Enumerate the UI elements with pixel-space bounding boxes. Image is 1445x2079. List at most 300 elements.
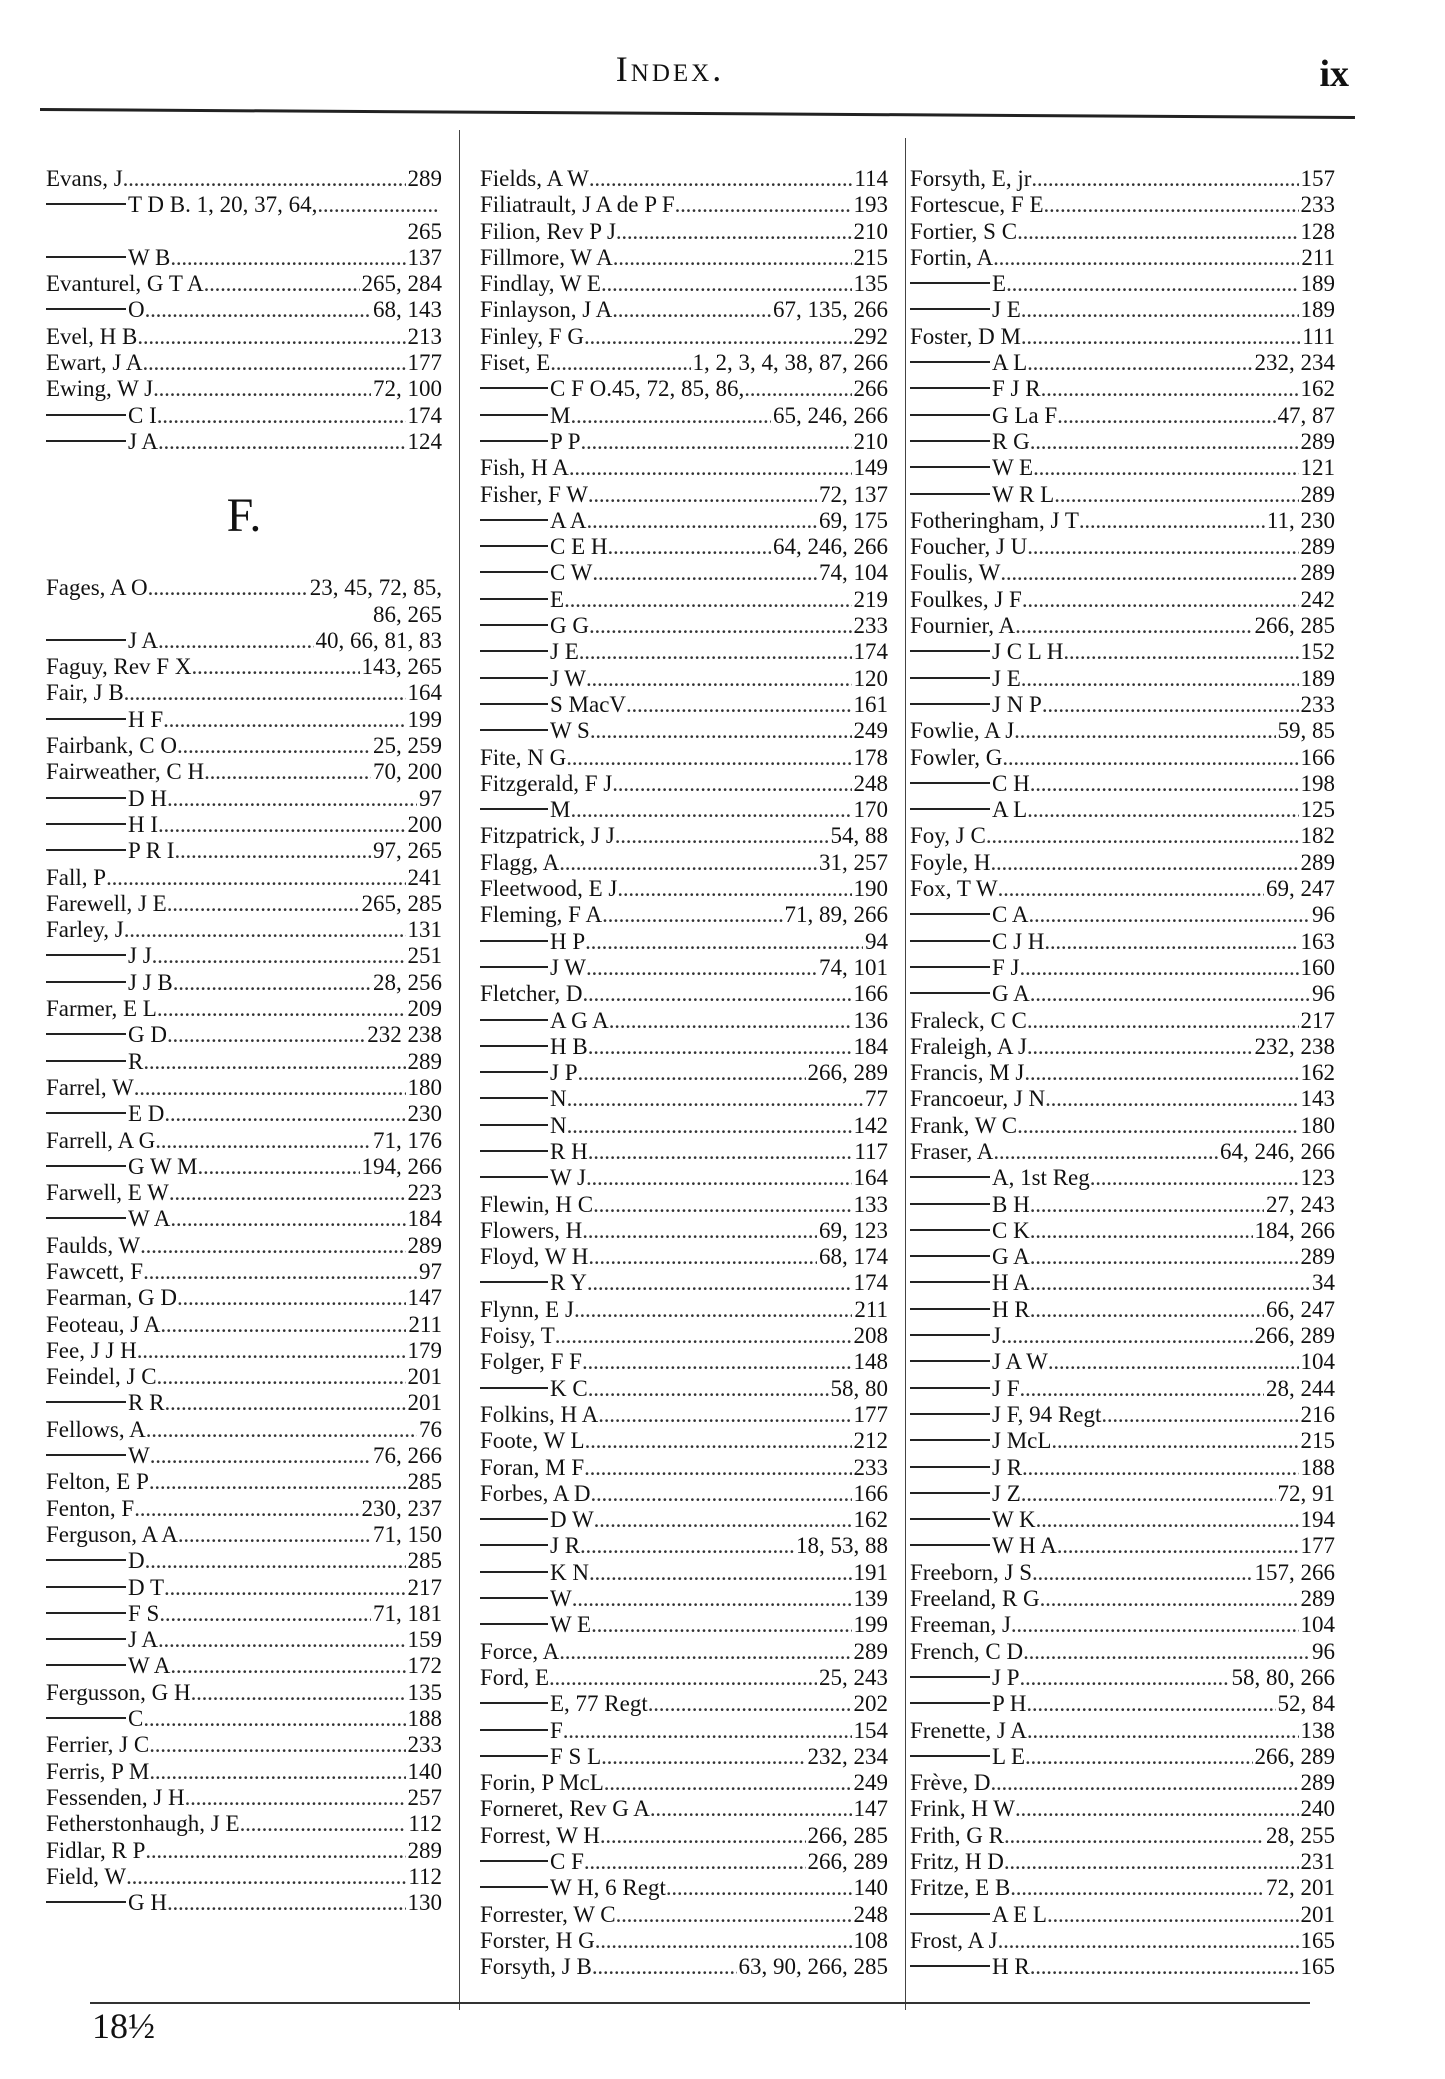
- page-refs: 216: [1300, 1401, 1335, 1427]
- entry-name: J A: [128, 1627, 159, 1653]
- dot-leader: [615, 823, 829, 849]
- ditto-dash: [910, 440, 990, 442]
- page-refs: 86, 265: [373, 601, 442, 627]
- dot-leader: [1030, 1297, 1264, 1323]
- page-refs: 69, 123: [819, 1217, 888, 1243]
- ditto-dash: [480, 1124, 548, 1126]
- entry-name: H F: [128, 706, 164, 732]
- index-entry-continuation: [46, 602, 442, 628]
- ditto-dash: [46, 1112, 126, 1114]
- entry-name: W R L: [992, 481, 1055, 507]
- dot-leader: [158, 429, 405, 455]
- dot-leader: [123, 166, 406, 192]
- index-subentry: [910, 1507, 1335, 1533]
- entry-name: E: [992, 271, 1007, 297]
- dot-leader: [586, 508, 817, 534]
- entry-name: Faguy, Rev F X: [46, 654, 192, 680]
- dot-leader: [650, 1796, 852, 1822]
- page-refs: 70, 200: [373, 759, 442, 785]
- dot-leader: [149, 1732, 405, 1758]
- page-refs: 111: [1302, 323, 1335, 349]
- page-refs: 233: [407, 1732, 442, 1758]
- ditto-dash: [480, 571, 548, 573]
- dot-leader: [579, 639, 852, 665]
- index-entry: [46, 1233, 442, 1259]
- index-entry: [480, 1665, 888, 1691]
- page-refs: 217: [1300, 1007, 1335, 1033]
- entry-name: D: [128, 1548, 145, 1574]
- index-entry: [910, 1113, 1335, 1139]
- page-refs: 289: [1300, 560, 1335, 586]
- index-entry: [480, 1902, 888, 1928]
- ditto-dash: [910, 493, 990, 495]
- entry-name: Fages, A O: [46, 575, 148, 601]
- index-entry: [910, 166, 1335, 192]
- ditto-dash: [480, 519, 548, 521]
- page-refs: 266, 289: [807, 1060, 888, 1086]
- page-refs: 114: [854, 166, 888, 191]
- dot-leader: [1027, 1034, 1253, 1060]
- index-entry: [46, 1128, 442, 1154]
- page-refs: 135: [853, 271, 888, 297]
- dot-leader: [1020, 1665, 1230, 1691]
- entry-name: N: [550, 1112, 567, 1138]
- entry-name: J N P: [992, 691, 1042, 717]
- page-refs: 189: [1300, 297, 1335, 323]
- page-title: Index.: [615, 49, 725, 89]
- dot-leader: [150, 1443, 371, 1469]
- index-subentry: [46, 245, 442, 271]
- index-subentry: [910, 666, 1335, 692]
- dot-leader: [588, 1139, 853, 1165]
- entry-name: Folger, F F: [480, 1349, 582, 1375]
- index-entry: [480, 166, 888, 192]
- dot-leader: [555, 1323, 852, 1349]
- page-refs: 159: [407, 1627, 442, 1653]
- entry-name: F S L: [550, 1743, 602, 1769]
- dot-leader: [600, 1823, 806, 1849]
- ditto-dash: [480, 1571, 548, 1573]
- entry-name: Francis, M J: [910, 1060, 1025, 1086]
- dot-leader: [648, 1691, 852, 1717]
- dot-leader: [570, 797, 851, 823]
- index-entry: [480, 981, 888, 1007]
- dot-leader: [998, 876, 1264, 902]
- page-refs: 289: [1300, 428, 1335, 454]
- entry-name: Fee, J J H: [46, 1337, 137, 1363]
- page-refs: 11, 230: [1266, 507, 1335, 533]
- ditto-dash: [480, 966, 548, 968]
- page-refs: 135: [407, 1679, 442, 1705]
- entry-name: G G: [550, 613, 589, 639]
- dot-leader: [580, 429, 851, 455]
- index-entry: [480, 297, 888, 323]
- entry-name: R H: [550, 1138, 588, 1164]
- index-subentry: [910, 455, 1335, 481]
- page-refs: 217: [407, 1574, 442, 1600]
- index-entry: [910, 1086, 1335, 1112]
- entry-name: W H A: [992, 1533, 1057, 1559]
- entry-name: Freeman, J: [910, 1612, 1011, 1638]
- index-entry: [910, 1139, 1335, 1165]
- ditto-dash: [910, 1676, 990, 1678]
- entry-name: Fawcett, F: [46, 1258, 144, 1284]
- dot-leader: [143, 1706, 405, 1732]
- index-subentry: [910, 1270, 1335, 1296]
- ditto-dash: [910, 913, 990, 915]
- dot-leader: [1001, 1323, 1253, 1349]
- entry-name: Evanturel, G T A: [46, 271, 204, 297]
- index-subentry: [480, 1008, 888, 1034]
- entry-name: T D B. 1, 20, 37, 64,: [128, 192, 318, 218]
- page-refs: 124: [407, 428, 442, 454]
- entry-name: Fields, A W: [480, 166, 589, 191]
- entry-name: Fiset, E: [480, 350, 551, 376]
- entry-name: H B: [550, 1033, 588, 1059]
- page-refs: 242: [1300, 586, 1335, 612]
- page-refs: 209: [407, 996, 442, 1022]
- dot-leader: [986, 823, 1299, 849]
- entry-name: F J R: [992, 376, 1041, 402]
- dot-leader: [153, 376, 371, 402]
- dot-leader: [145, 297, 371, 323]
- entry-name: C F O.45, 72, 85, 86,: [550, 376, 745, 402]
- index-entry: [46, 1864, 442, 1890]
- page-refs: 112: [408, 1863, 442, 1889]
- dot-leader: [1057, 1533, 1299, 1559]
- entry-name: Foulis, W: [910, 560, 1001, 586]
- index-subentry: [910, 1376, 1335, 1402]
- dot-leader: [1020, 955, 1299, 981]
- dot-leader: [1030, 1192, 1264, 1218]
- entry-name: H P: [550, 928, 586, 954]
- index-entry: [910, 219, 1335, 245]
- index-subentry: [910, 1428, 1335, 1454]
- entry-name: F S: [128, 1600, 160, 1626]
- ditto-dash: [480, 387, 548, 389]
- page-refs: 190: [853, 876, 888, 902]
- page-refs: 232 238: [367, 1022, 442, 1048]
- entry-name: W B: [128, 244, 171, 270]
- index-entry: [910, 1008, 1335, 1034]
- entry-name: Fitzgerald, F J: [480, 770, 613, 796]
- ditto-dash: [910, 1492, 990, 1494]
- index-subentry: [910, 692, 1335, 718]
- entry-name: Frink, H W: [910, 1796, 1015, 1822]
- index-subentry: [480, 639, 888, 665]
- page-refs: 166: [853, 981, 888, 1007]
- index-subentry: [910, 376, 1335, 402]
- signature-mark: 18½: [92, 2006, 155, 2046]
- column-divider-2: [905, 138, 906, 2010]
- page-refs: 177: [853, 1401, 888, 1427]
- page-refs: 210: [853, 428, 888, 454]
- index-entry: [480, 1928, 888, 1954]
- index-subentry: [46, 1206, 442, 1232]
- dot-leader: [580, 1533, 794, 1559]
- index-entry: [480, 1639, 888, 1665]
- index-subentry: [480, 929, 888, 955]
- index-entry: [910, 1875, 1335, 1901]
- entry-name: Force, A: [480, 1638, 560, 1664]
- index-entry: [46, 1811, 442, 1837]
- entry-name: J W: [550, 665, 586, 691]
- ditto-dash: [480, 1729, 548, 1731]
- page-refs: 200: [407, 811, 442, 837]
- dot-leader: [1041, 376, 1299, 402]
- dot-leader: [146, 1417, 417, 1443]
- dot-leader: [582, 1218, 817, 1244]
- dot-leader: [584, 1849, 806, 1875]
- entry-name: Evel, H B: [46, 323, 138, 349]
- dot-leader: [584, 324, 852, 350]
- entry-name: C J H: [992, 928, 1045, 954]
- index-entry: [46, 680, 442, 706]
- entry-name: Fox, T W: [910, 876, 998, 902]
- entry-name: Flewin, H C: [480, 1191, 594, 1217]
- index-entry: [910, 1612, 1335, 1638]
- ditto-dash: [46, 954, 126, 956]
- index-subentry: [910, 1192, 1335, 1218]
- index-subentry: [480, 1270, 888, 1296]
- dot-leader: [158, 812, 405, 838]
- page-refs: 198: [1300, 770, 1335, 796]
- index-entry: [480, 1349, 888, 1375]
- dot-leader: [589, 1560, 852, 1586]
- page-refs: 162: [1300, 1060, 1335, 1086]
- entry-name: J R: [992, 1454, 1023, 1480]
- page-refs: 266, 285: [807, 1822, 888, 1848]
- entry-name: S MacV: [550, 691, 627, 717]
- entry-name: Filion, Rev P J: [480, 218, 616, 244]
- dot-leader: [167, 1022, 365, 1048]
- entry-name: F J: [992, 954, 1020, 980]
- index-entry: [46, 1759, 442, 1785]
- dot-leader: [1048, 1349, 1299, 1375]
- index-subentry: [480, 403, 888, 429]
- page-refs: 166: [1300, 744, 1335, 770]
- dot-leader: [1015, 613, 1252, 639]
- ditto-dash: [910, 992, 990, 994]
- dot-leader: [1027, 1718, 1299, 1744]
- index-subentry: [480, 692, 888, 718]
- ditto-dash: [910, 387, 990, 389]
- index-entry: [46, 891, 442, 917]
- index-subentry: [910, 482, 1335, 508]
- index-entry: [480, 245, 888, 271]
- index-entry: [46, 1075, 442, 1101]
- ditto-dash: [910, 308, 990, 310]
- ditto-dash: [46, 1165, 126, 1167]
- entry-name: Findlay, W E: [480, 271, 601, 297]
- entry-name: W A: [128, 1653, 171, 1679]
- dot-leader: [1023, 1639, 1310, 1665]
- page-refs: 68, 174: [819, 1244, 888, 1270]
- ditto-dash: [46, 1586, 126, 1588]
- page-refs: 266, 289: [1254, 1743, 1335, 1769]
- page-refs: 97: [419, 1258, 442, 1284]
- ditto-dash: [46, 308, 126, 310]
- page-refs: 265: [407, 218, 442, 244]
- dot-leader: [1030, 771, 1299, 797]
- page-refs: 149: [853, 455, 888, 481]
- index-subentry: [480, 613, 888, 639]
- ditto-dash: [480, 1702, 548, 1704]
- dot-leader: [167, 786, 417, 812]
- page-refs: 233: [853, 1454, 888, 1480]
- entry-name: J: [992, 1323, 1001, 1349]
- entry-name: Fetherstonhaugh, J E: [46, 1811, 240, 1837]
- ditto-dash: [480, 1097, 548, 1099]
- index-subentry: [480, 1612, 888, 1638]
- entry-name: Fraleck, C C: [910, 1007, 1027, 1033]
- ditto-dash: [480, 1597, 548, 1599]
- index-subentry: [910, 297, 1335, 323]
- entry-name: J P: [992, 1664, 1020, 1690]
- index-subentry: [910, 1218, 1335, 1244]
- page-header: [0, 48, 1445, 108]
- dot-leader: [601, 271, 852, 297]
- dot-leader: [134, 1075, 406, 1101]
- index-entry: [910, 876, 1335, 902]
- index-entry: [46, 1259, 442, 1285]
- ditto-dash: [910, 1439, 990, 1441]
- page-refs: 142: [853, 1112, 888, 1138]
- entry-name: J Z: [992, 1480, 1021, 1506]
- page-refs: 58, 80: [830, 1375, 888, 1401]
- dot-leader: [124, 680, 406, 706]
- page-refs: 47, 87: [1277, 402, 1335, 428]
- ditto-dash: [910, 1965, 990, 1967]
- page-refs: 157, 266: [1254, 1559, 1335, 1585]
- ditto-dash: [910, 1281, 990, 1283]
- index-subentry: [910, 350, 1335, 376]
- index-entry: [46, 865, 442, 891]
- index-subentry: [910, 1744, 1335, 1770]
- entry-name: Forsyth, J B: [480, 1954, 592, 1980]
- entry-name: W E: [550, 1612, 592, 1638]
- ditto-dash: [480, 1045, 548, 1047]
- index-subentry: [910, 1954, 1335, 1980]
- entry-name: A L: [992, 797, 1028, 823]
- index-subentry: [910, 1665, 1335, 1691]
- entry-name: Forster, H G: [480, 1927, 595, 1953]
- page-refs: 25, 243: [819, 1664, 888, 1690]
- index-entry: [910, 1718, 1335, 1744]
- index-entry: [46, 1312, 442, 1338]
- column-divider-1: [459, 130, 460, 2010]
- entry-name: E, 77 Regt: [550, 1691, 648, 1717]
- entry-name: K N: [550, 1559, 589, 1585]
- dot-leader: [583, 981, 852, 1007]
- index-subentry: [46, 707, 442, 733]
- entry-name: Foster, D M: [910, 323, 1021, 349]
- ditto-dash: [46, 203, 126, 205]
- index-subentry: [480, 1139, 888, 1165]
- index-subentry: [910, 403, 1335, 429]
- index-entry: [46, 759, 442, 785]
- entry-name: R: [128, 1048, 144, 1074]
- index-entry: [480, 771, 888, 797]
- entry-name: J J B: [128, 969, 173, 995]
- index-subentry: [480, 1165, 888, 1191]
- page-refs: 138: [1300, 1717, 1335, 1743]
- dot-leader: [1020, 1376, 1265, 1402]
- index-subentry: [480, 429, 888, 455]
- page-refs: 165: [1300, 1927, 1335, 1953]
- dot-leader: [191, 654, 359, 680]
- entry-name: Ewing, W J: [46, 376, 154, 402]
- entry-name: G H: [128, 1890, 167, 1916]
- page-refs: 108: [853, 1927, 888, 1953]
- index-subentry: [46, 1653, 442, 1679]
- page-refs: 165: [1300, 1954, 1335, 1980]
- index-subentry: [480, 1113, 888, 1139]
- page-refs: 72, 91: [1277, 1480, 1335, 1506]
- dot-leader: [613, 245, 852, 271]
- index-subentry: [480, 1560, 888, 1586]
- dot-leader: [675, 192, 852, 218]
- index-entry: [910, 1770, 1335, 1796]
- entry-name: P R I: [128, 838, 175, 864]
- dot-leader: [566, 745, 851, 771]
- page-refs: 131: [407, 917, 442, 943]
- entry-name: B H: [992, 1191, 1030, 1217]
- entry-name: W: [550, 1586, 572, 1612]
- ditto-dash: [480, 1071, 548, 1073]
- entry-name: Ewart, J A: [46, 350, 143, 376]
- index-subentry: [480, 797, 888, 823]
- index-subentry: [46, 1022, 442, 1048]
- ditto-dash: [480, 1281, 548, 1283]
- entry-name: Faulds, W: [46, 1232, 141, 1258]
- entry-name: L E: [992, 1743, 1025, 1769]
- page-refs: 94: [865, 928, 888, 954]
- index-entry: [46, 1417, 442, 1443]
- dot-leader: [124, 917, 406, 943]
- page-refs: 31, 257: [819, 849, 888, 875]
- dot-leader: [1030, 1270, 1310, 1296]
- page-refs: 240: [1300, 1796, 1335, 1822]
- dot-leader: [616, 219, 852, 245]
- page-refs: 289: [407, 1232, 442, 1258]
- index-entry: [480, 192, 888, 218]
- dot-leader: [998, 1928, 1299, 1954]
- section-heading: F.: [226, 488, 262, 542]
- index-subentry: [480, 666, 888, 692]
- page-refs: 215: [1300, 1428, 1335, 1454]
- page-refs: 233: [1300, 691, 1335, 717]
- ditto-dash: [910, 940, 990, 942]
- dot-leader: [1042, 692, 1299, 718]
- dot-leader: [1044, 929, 1298, 955]
- dot-leader: [1031, 166, 1298, 192]
- index-entry: [480, 1244, 888, 1270]
- page-refs: 157: [1300, 166, 1335, 191]
- dot-leader: [1027, 350, 1252, 376]
- dot-leader: [1010, 1875, 1264, 1901]
- page-refs: 289: [1300, 1770, 1335, 1796]
- ditto-dash: [480, 677, 548, 679]
- entry-name: Fairweather, C H: [46, 759, 205, 785]
- page-refs: 289: [1300, 481, 1335, 507]
- entry-name: Francoeur, J N: [910, 1086, 1046, 1112]
- dot-leader: [563, 1718, 852, 1744]
- entry-name: D T: [128, 1574, 164, 1600]
- index-entry: [480, 324, 888, 350]
- ditto-dash: [46, 849, 126, 851]
- page-refs: 231: [1300, 1849, 1335, 1874]
